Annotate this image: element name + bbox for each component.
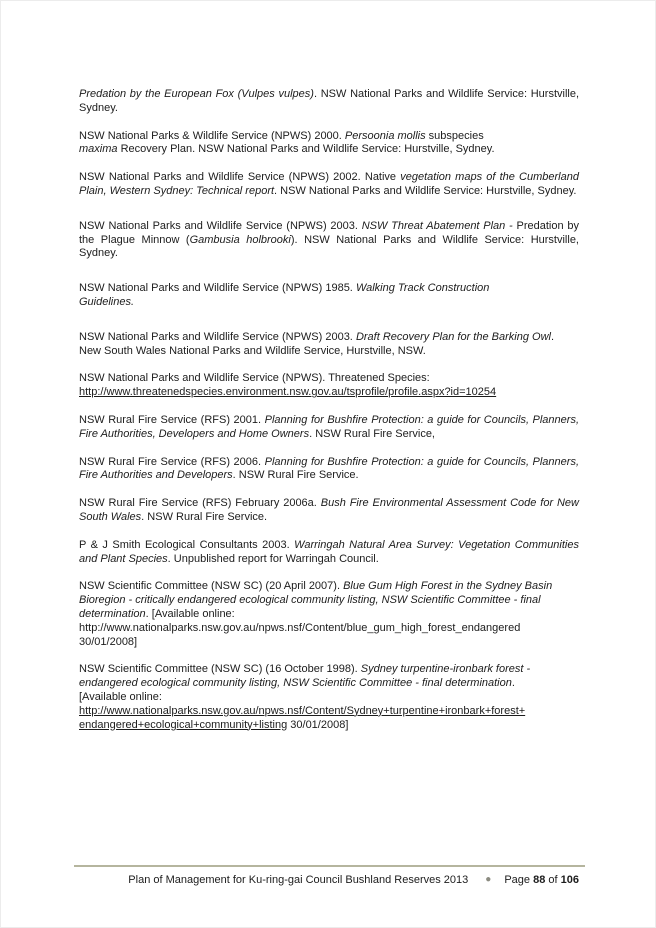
reference-segment: Sydney turpentine-ironbark forest - endangered ecological community listing, NSW Scientific Committee - final determination [79, 663, 531, 690]
reference-segment: NSW National Parks and Wildlife Service (NPWS) 2002. Native [79, 171, 401, 184]
reference-segment: . NSW Rural Fire Service. [141, 510, 268, 523]
reference-segment: Recovery Plan. NSW National Parks and Wildlife Service: Hurstville, Sydney. [117, 143, 495, 156]
reference-segment: Predation by the European Fox (Vulpes vulpes) [79, 88, 314, 100]
reference-segment: . [Available online: [145, 607, 235, 620]
reference-segment: . [511, 677, 515, 690]
reference-segment: Predation by the Plague Minnow ( [79, 219, 579, 246]
footer-of-label: of [548, 874, 558, 886]
reference-segment: vegetation maps of the Cumberland Plain, Western Sydney: Technical report [79, 171, 579, 197]
reference-segment: NSW Rural Fire Service (RFS) 2006. [79, 455, 265, 468]
footer-page-total: 106 [560, 874, 579, 886]
reference-segment: http://www.nationalparks.nsw.gov.au/npws.nsf/Content/blue_gum_high_forest_endangered [79, 621, 521, 634]
reference-segment: Bush Fire Environmental Assessment Code for New South Wales [79, 497, 579, 523]
reference-segment: Gambusia holbrooki [189, 233, 291, 246]
reference-segment: Persoonia mollis [344, 129, 426, 142]
reference-segment: NSW National Parks and Wildlife Service (NPWS) 2003. [79, 330, 356, 343]
reference-segment: NSW National Parks and Wildlife Service (NPWS) 2003. [79, 219, 362, 232]
reference-paragraph [79, 663, 579, 732]
reference-segment: [Available online: [79, 690, 162, 703]
reference-paragraph [79, 331, 579, 359]
reference-segment: 30/01/2008] [287, 718, 349, 731]
reference-segment: Walking Track Construction [355, 282, 490, 295]
reference-segment: NSW National Parks & Wildlife Service (NPWS) 2000. [79, 129, 345, 142]
footer-page-number: 88 [533, 874, 546, 886]
reference-link[interactable]: endangered+ecological+community+listing [79, 718, 288, 731]
reference-paragraph [79, 171, 579, 199]
reference-paragraph [79, 456, 579, 484]
reference-paragraph [79, 580, 579, 649]
reference-segment: subspecies [425, 129, 484, 142]
reference-paragraph [79, 282, 579, 310]
references-list [79, 88, 579, 746]
reference-segment: Blue Gum High Forest in the Sydney Basin Bioregion - critically endangered ecological community listing, NSW Scientific Committee - final determination [79, 580, 553, 620]
reference-link[interactable]: http://www.threatenedspecies.environment.nsw.gov.au/tsprofile/profile.aspx?id=10254 [79, 386, 497, 399]
footer-page-info [504, 874, 579, 886]
reference-segment: 30/01/2008] [79, 635, 138, 648]
reference-segment: . NSW Rural Fire Service, [309, 427, 435, 440]
reference-segment: NSW National Parks and Wildlife Service (NPWS) 1985. [79, 282, 356, 295]
reference-segment: . Unpublished report for Warringah Council. [167, 552, 379, 565]
reference-paragraph [79, 88, 579, 116]
reference-paragraph [79, 372, 579, 400]
reference-segment: NSW Scientific Committee (NSW SC) (20 April 2007). [79, 580, 344, 593]
reference-paragraph [79, 414, 579, 442]
footer-page-label: Page [504, 874, 531, 886]
reference-segment: Warringah Natural Area Survey: Vegetation Communities and Plant Species [79, 538, 579, 565]
reference-segment: Guidelines. [79, 295, 135, 308]
reference-segment: NSW Threat Abatement Plan - [361, 219, 517, 232]
reference-segment: Planning for Bushfire Protection: a guide for Councils, Planners, Fire Authorities, Developers and Home Owners [79, 413, 580, 440]
reference-segment: . New South Wales National Parks and Wildlife Service, Hurstville, NSW. [79, 330, 555, 357]
reference-segment: Planning for Bushfire Protection: a guide for Councils, Planners, Fire Authorities and Developers [79, 455, 580, 482]
reference-segment: P & J Smith Ecological Consultants 2003. [79, 538, 295, 551]
reference-segment: NSW Rural Fire Service (RFS) February 2006a. [79, 497, 321, 510]
reference-segment: . NSW National Parks and Wildlife Service: Hurstville, Sydney. [274, 184, 577, 197]
reference-segment: NSW National Parks and Wildlife Service (NPWS). Threatened Species: [79, 372, 430, 385]
footer-title: Plan of Management for Ku-ring-gai Council Bushland Reserves 2013 [128, 874, 469, 886]
reference-segment: NSW Scientific Committee (NSW SC) (16 October 1998). [79, 663, 361, 676]
reference-paragraph [79, 130, 579, 158]
footer-divider [74, 865, 585, 867]
reference-paragraph [79, 220, 579, 261]
reference-paragraph [79, 539, 579, 567]
reference-segment: NSW Rural Fire Service (RFS) 2001. [79, 413, 265, 426]
footer-bullet-icon: ● [485, 874, 492, 885]
reference-segment: maxima [79, 143, 118, 156]
reference-segment: Draft Recovery Plan for the Barking Owl [355, 330, 551, 343]
footer [74, 873, 579, 887]
reference-paragraph [79, 497, 579, 525]
reference-segment: . NSW Rural Fire Service. [232, 469, 359, 482]
reference-link[interactable]: http://www.nationalparks.nsw.gov.au/npws.nsf/Content/Sydney+turpentine+ironbark+forest+ [79, 704, 526, 717]
reference-segment: . NSW National Parks and Wildlife Service: Hurstville, Sydney. [79, 88, 580, 114]
reference-segment: ). NSW National Parks and Wildlife Service: Hurstville, Sydney. [79, 233, 579, 260]
